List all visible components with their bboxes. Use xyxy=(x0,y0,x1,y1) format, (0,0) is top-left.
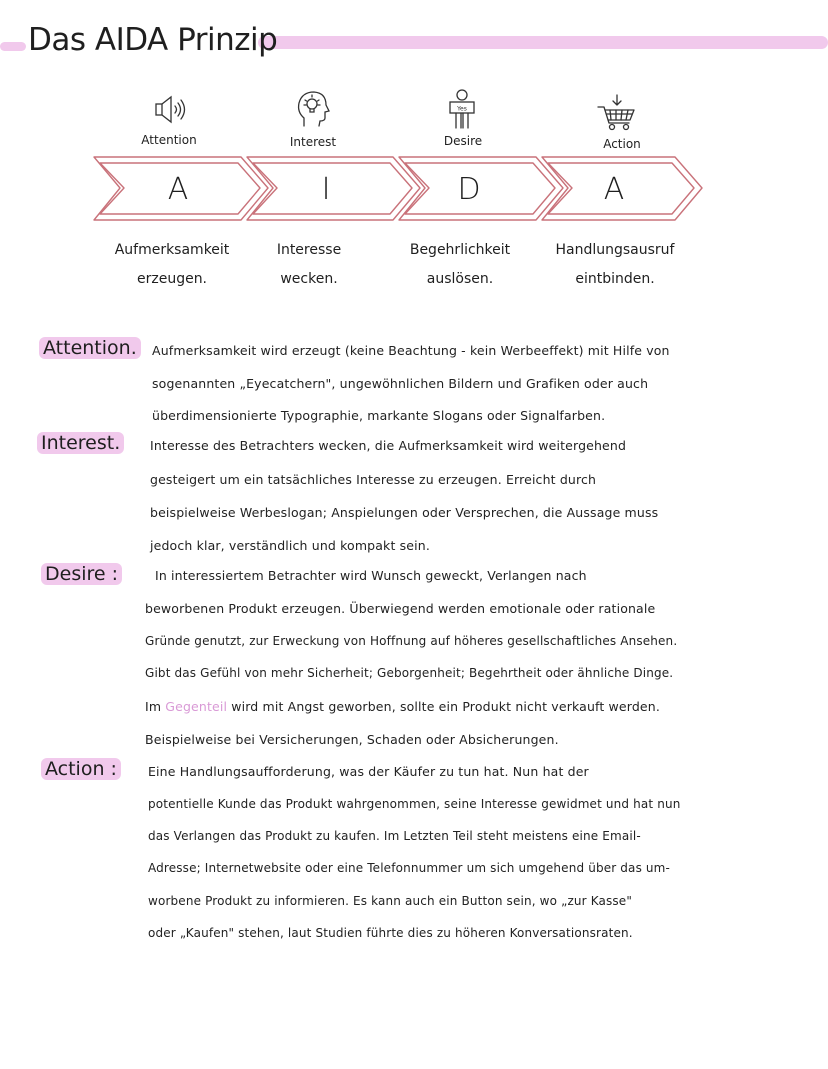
text-line: Aufmerksamkeit wird erzeugt (keine Beachtung - kein Werbeeffekt) mit Hilfe von xyxy=(152,343,670,358)
chevron-letter-a2: A xyxy=(603,172,625,207)
text-line: potentielle Kunde das Produkt wahrgenommen, seine Interesse gewidmet und hat nun xyxy=(148,797,681,811)
text-line: Adresse; Internetwebsite oder eine Telefonnummer um sich umgehend über das um- xyxy=(148,861,671,875)
text-line: Eine Handlungsaufforderung, was der Käufer zu tun hat. Nun hat der xyxy=(148,764,589,779)
text-line: Im Gegenteil wird mit Angst geworben, sollte ein Produkt nicht verkauft werden. xyxy=(145,699,660,714)
text-line: sogenannten „Eyecatchern", ungewöhnlichen Bildern und Grafiken oder auch xyxy=(152,376,649,391)
text-line: jedoch klar, verständlich und kompakt sein. xyxy=(150,538,430,553)
text-line: Interesse des Betrachters wecken, die Aufmerksamkeit wird weitergehend xyxy=(150,438,627,453)
text-line: gesteigert um ein tatsächliches Interesse zu erzeugen. Erreicht durch xyxy=(150,472,597,487)
step-desc-attention: Aufmerksamkeit erzeugen. xyxy=(114,242,230,287)
chevron-letter-i: I xyxy=(321,172,331,207)
page-title: Das AIDA Prinzip xyxy=(28,22,278,58)
aida-chevron-row xyxy=(0,0,828,230)
text-line: oder „Kaufen" stehen, laut Studien führte dies zu höheren Konversationsraten. xyxy=(148,926,633,940)
step-label-attention: Attention xyxy=(141,133,197,147)
yes-sign-text: Yes xyxy=(457,105,467,113)
text-line: Beispielweise bei Versicherungen, Schaden oder Absicherungen. xyxy=(145,732,559,747)
section-label-interest: Interest. xyxy=(37,432,124,454)
section-label-attention: Attention. xyxy=(39,337,141,359)
highlight-word: Gegenteil xyxy=(165,699,228,714)
text-line: beispielweise Werbeslogan; Anspielungen oder Versprechen, die Aussage muss xyxy=(150,505,659,520)
chevron-letter-a1: A xyxy=(167,172,189,207)
text-line: beworbenen Produkt erzeugen. Überwiegend werden emotionale oder rationale xyxy=(145,601,656,616)
text-line: worbene Produkt zu informieren. Es kann auch ein Button sein, wo „zur Kasse" xyxy=(148,894,633,908)
step-label-interest: Interest xyxy=(289,135,337,149)
step-desc-desire: Begehrlichkeit auslösen. xyxy=(409,242,511,287)
text-line: Gründe genutzt, zur Erweckung von Hoffnung auf höheres gesellschaftliches Ansehen. xyxy=(145,634,678,648)
text-line: das Verlangen das Produkt zu kaufen. Im Letzten Teil steht meistens eine Email- xyxy=(148,829,641,843)
chevron-letter-d: D xyxy=(457,172,481,207)
text-line: Gibt das Gefühl von mehr Sicherheit; Geborgenheit; Begehrtheit oder ähnliche Dinge. xyxy=(145,666,674,680)
step-label-action: Action xyxy=(603,137,641,151)
step-desc-action: Handlungsausruf eintbinden. xyxy=(555,242,675,287)
text-line: überdimensionierte Typographie, markante Slogans oder Signalfarben. xyxy=(152,408,606,423)
section-label-action: Action : xyxy=(41,758,121,780)
text-line: In interessiertem Betrachter wird Wunsch geweckt, Verlangen nach xyxy=(155,568,587,583)
step-desc-interest: Interesse wecken. xyxy=(276,242,342,287)
step-label-desire: Desire xyxy=(443,134,483,148)
section-label-desire: Desire : xyxy=(41,563,122,585)
